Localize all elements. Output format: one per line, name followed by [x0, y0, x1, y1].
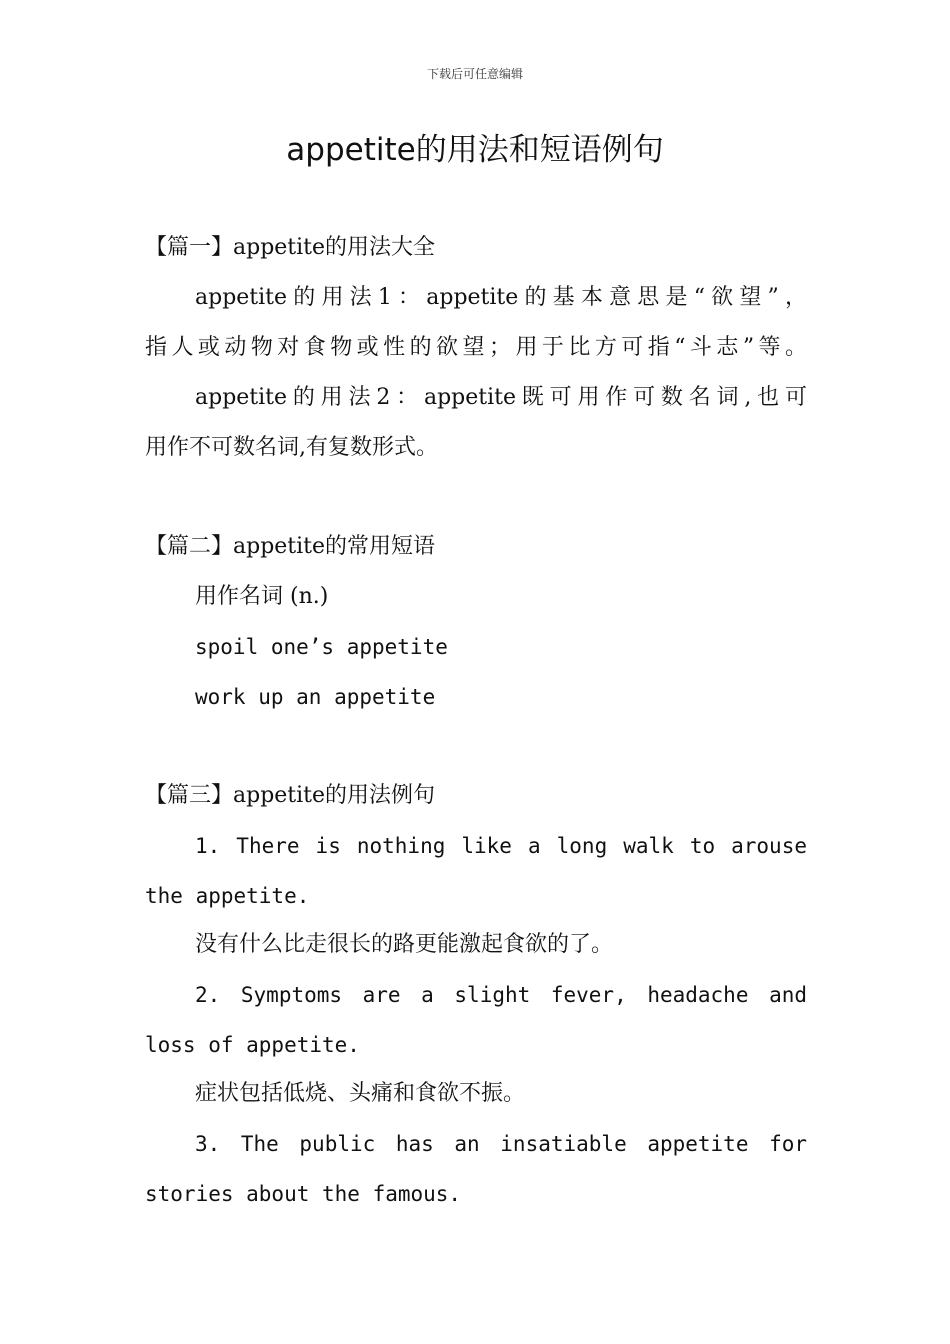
example-en-line1: 3. The public has an insatiable appetite for: [195, 1132, 807, 1156]
section1-heading: 【篇一】appetite的用法大全: [145, 235, 436, 260]
usage2-line2: 用作不可数名词,有复数形式。: [145, 435, 438, 460]
usage2-line1: appetite的用法2：appetite既可用作可数名词,也可: [195, 385, 807, 410]
example-zh: 没有什么比走很长的路更能激起食欲的了。: [195, 932, 614, 957]
document-title: appetite的用法和短语例句: [286, 132, 664, 168]
section2-heading: 【篇二】appetite的常用短语: [145, 534, 436, 559]
phrase-item: spoil one’s appetite: [195, 635, 448, 659]
example-en-line2: stories about the famous.: [145, 1182, 462, 1206]
example-en-line2: the appetite.: [145, 884, 310, 908]
example-en-line1: 1. There is nothing like a long walk to arouse: [195, 834, 807, 858]
example-zh: 症状包括低烧、头痛和食欲不振。: [195, 1081, 526, 1106]
example-en-line2: loss of appetite.: [145, 1033, 360, 1057]
phrase-item: work up an appetite: [195, 685, 436, 709]
section3-heading: 【篇三】appetite的用法例句: [145, 783, 436, 808]
pos-label: 用作名词 (n.): [195, 584, 329, 609]
usage1-line1: appetite的用法1：appetite的基本意思是“欲望”，: [195, 285, 807, 310]
header-note: 下载后可任意编辑: [426, 67, 523, 81]
example-en-line1: 2. Symptoms are a slight fever, headache and: [195, 983, 807, 1007]
usage1-line2: 指人或动物对食物或性的欲望；用于比方可指“斗志”等。: [145, 335, 807, 360]
